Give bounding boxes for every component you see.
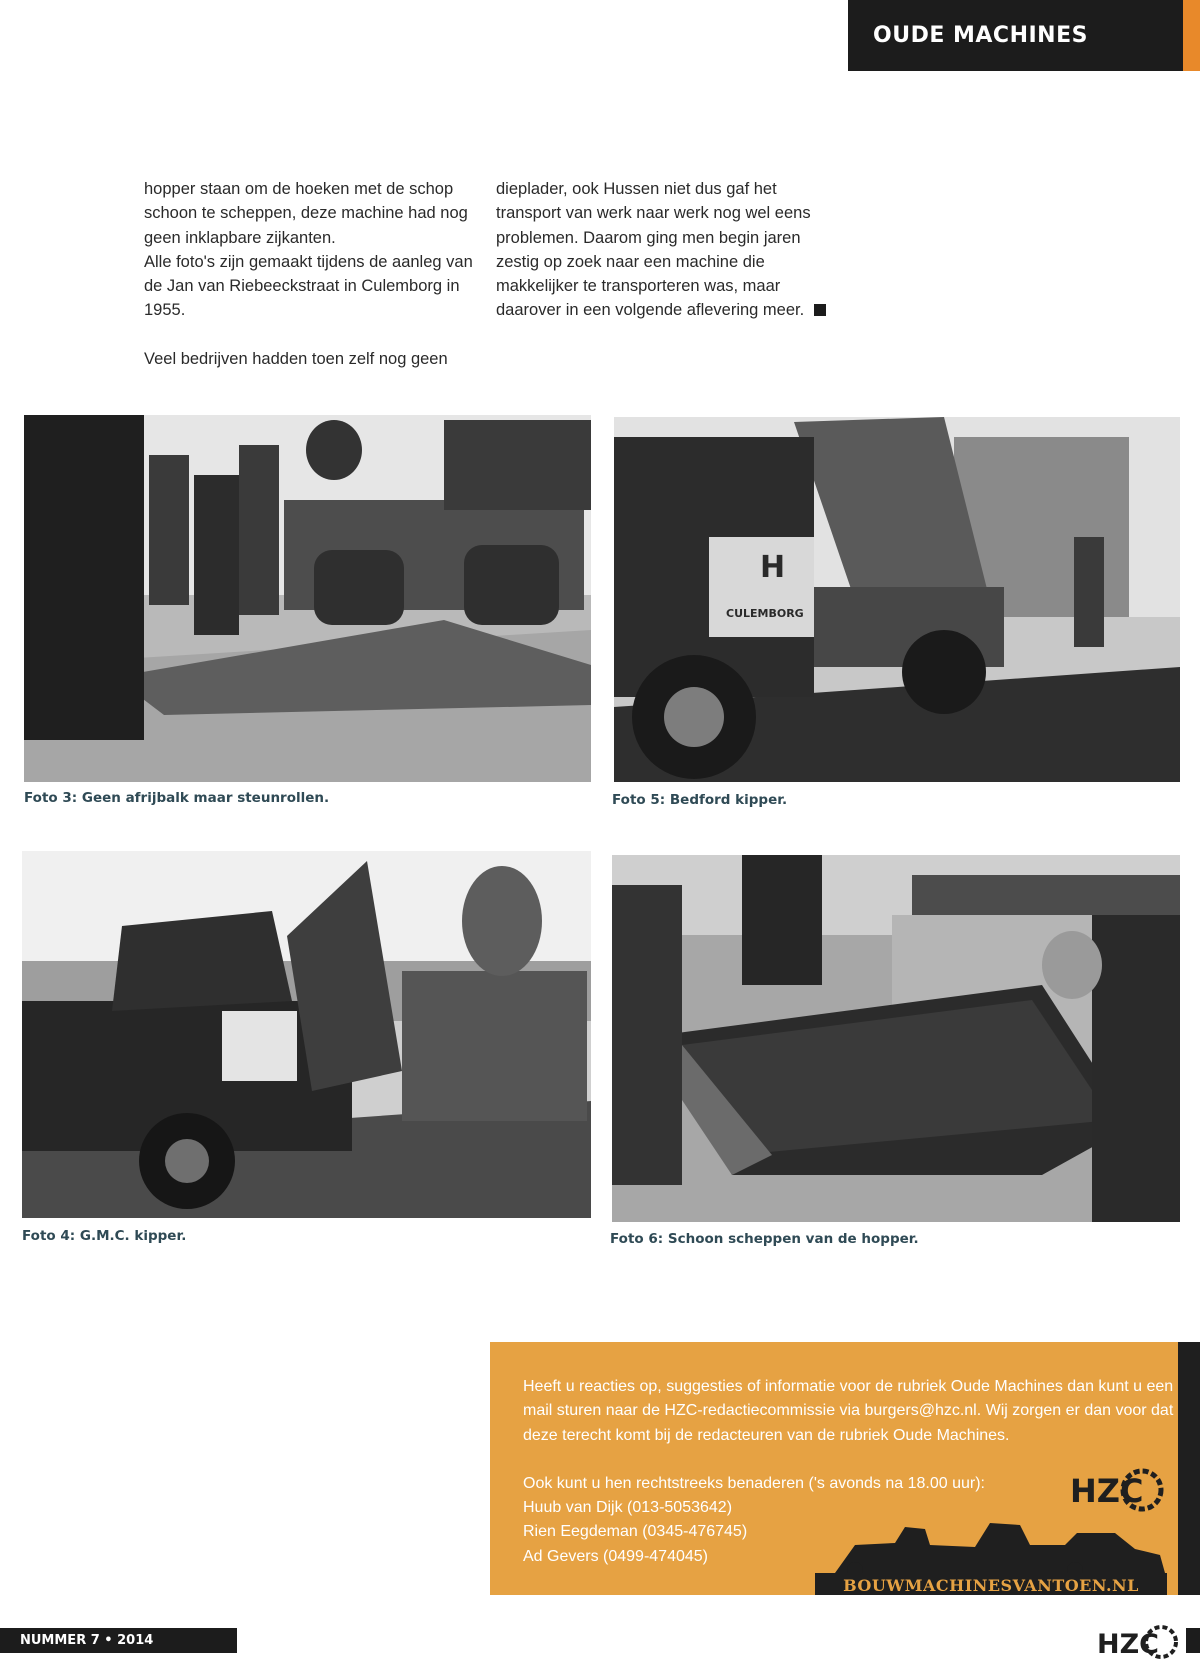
bouwmachinesvantoen-banner	[815, 1515, 1167, 1595]
article-column-left	[144, 177, 474, 371]
hzc-logo	[1068, 1465, 1164, 1515]
banner-site-text: BOUWMACHINESVANTOEN.NL	[843, 1576, 1139, 1595]
info-box-edge	[1178, 1342, 1200, 1595]
article-paragraph: Veel bedrijven hadden toen zelf nog geen	[144, 349, 448, 368]
section-title: OUDE MACHINES	[848, 0, 1186, 71]
footer-logo-text: HZC	[1097, 1629, 1159, 1660]
truck-door-letter: H	[760, 550, 786, 585]
article-paragraph: Alle foto's zijn gemaakt tijdens de aanleg van de Jan van Riebeeckstraat in Culemborg in 1955.	[144, 252, 473, 320]
contact-line: Ad Gevers (0499-474045)	[523, 1547, 708, 1565]
hzc-logo-text: HZC	[1070, 1472, 1144, 1510]
article-paragraph-text: dieplader, ook Hussen niet dus gaf het transport van werk naar werk nog wel eens problemen. Daarom ging men begin jaren zestig op zoek naar een machine die makkelijker te transporteren was, maar daarover in een volgende aflevering meer.	[496, 180, 811, 320]
article-paragraph	[496, 177, 836, 323]
photo-caption: Foto 5: Bedford kipper.	[612, 792, 788, 808]
info-paragraph: Heeft u reacties op, suggesties of informatie voor de rubriek Oude Machines dan kunt u een mail sturen naar de HZC-redactiecommissie via burgers@hzc.nl. Wij zorgen er dan voor dat deze terecht komt bij de redacteuren van de rubriek Oude Machines.	[523, 1378, 1174, 1444]
photo-foto-3	[24, 415, 591, 782]
photo-foto-5	[614, 417, 1180, 782]
contact-line: Rien Eegdeman (0345-476745)	[523, 1523, 748, 1541]
contact-intro: Ook kunt u hen rechtstreeks benaderen ('s avonds na 18.00 uur):	[523, 1474, 985, 1492]
footer-hzc-logo	[1095, 1622, 1180, 1662]
photo-caption: Foto 6: Schoon scheppen van de hopper.	[610, 1231, 919, 1247]
photo-caption: Foto 4: G.M.C. kipper.	[22, 1228, 187, 1244]
contact-line: Huub van Dijk (013-5053642)	[523, 1499, 733, 1517]
header-accent-bar	[1183, 0, 1200, 71]
end-of-article-mark	[814, 304, 826, 316]
article-paragraph: hopper staan om de hoeken met de schop schoon te scheppen, deze machine had nog geen inklapbare zijkanten.	[144, 180, 468, 247]
photo-foto-6	[612, 855, 1180, 1222]
photo-foto-4	[22, 851, 591, 1218]
issue-number: NUMMER 7 • 2014	[0, 1628, 237, 1653]
article-column-right	[496, 177, 836, 323]
photo-caption: Foto 3: Geen afrijbalk maar steunrollen.	[24, 790, 330, 806]
footer-corner-mark	[1186, 1628, 1200, 1653]
truck-door-lettering: CULEMBORG	[726, 607, 804, 620]
